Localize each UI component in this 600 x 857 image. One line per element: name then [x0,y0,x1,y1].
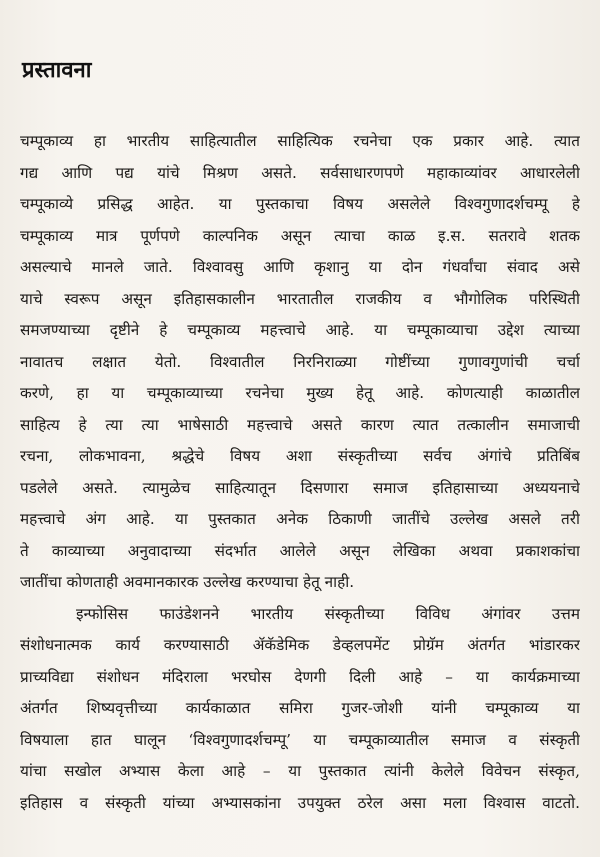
text-line: चम्पूकाव्य मात्र पूर्णपणे काल्पनिक असून त्याचा काळ इ.स. सतरावे शतक [20,226,580,245]
text-line: विषयाला हात घालून ‘विश्वगुणादर्शचम्पू’ या चम्पूकाव्यातील समाज व संस्कृती [20,730,580,749]
text-line: रचना, लोकभावना, श्रद्धेचे विषय अशा संस्कृतीच्या सर्वच अंगांचे प्रतिबिंब [20,447,580,465]
text-line: इन्फोसिस फाउंडेशनने भारतीय संस्कृतीच्या विविध अंगांवर उत्तम [76,604,580,623]
text-line: असल्याचे मानले जाते. विश्वावसु आणि कृशानु या दोन गंधर्वांचा संवाद असे [20,258,580,276]
text-line: नावातच लक्षात येतो. विश्वातील निरनिराळ्या गोष्टींच्या गुणावगुणांची चर्चा [20,352,580,371]
text-line: साहित्य हे त्या त्या भाषेसाठी महत्त्वाचे असते कारण त्यात तत्कालीन समाजाची [20,415,580,434]
body-text [20,126,580,819]
text-line: इतिहास व संस्कृती यांच्या अभ्यासकांना उपयुक्त ठरेल असा मला विश्वास वाटतो. [20,793,580,812]
paragraph-1 [20,126,580,599]
text-line: ते काव्याच्या अनुवादाच्या संदर्भात आलेले असून लेखिका अथवा प्रकाशकांचा [20,541,580,560]
text-line: यांचा सखोल अभ्यास केला आहे – या पुस्तकात त्यांनी केलेले विवेचन संस्कृत, [20,762,580,780]
paragraph-2 [20,599,580,820]
text-line: प्राच्यविद्या संशोधन मंदिराला भरघोस देणगी दिली आहे – या कार्यक्रमाच्या [20,667,580,686]
text-line: याचे स्वरूप असून इतिहासकालीन भारतातील राजकीय व भौगोलिक परिस्थिती [20,289,580,308]
text-line: चम्पूकाव्य हा भारतीय साहित्यातील साहित्यिक रचनेचा एक प्रकार आहे. त्यात [20,132,580,150]
text-line: समजण्याच्या दृष्टीने हे चम्पूकाव्य महत्त्वाचे आहे. या चम्पूकाव्याचा उद्देश त्याच्या [20,321,580,339]
text-line: जातींचा कोणताही अवमानकारक उल्लेख करण्याचा हेतू नाही. [20,573,355,591]
text-line: संशोधनात्मक कार्य करण्यासाठी ॲकॅडेमिक डेव्हलपमेंट प्रोग्रॅम अंतर्गत भांडारकर [20,636,580,654]
text-line: पडलेले असते. त्यामुळेच साहित्यातून दिसणारा समाज इतिहासाच्या अध्ययनाचे [20,478,580,497]
text-line: करणे, हा या चम्पूकाव्याच्या रचनेचा मुख्य हेतू आहे. कोणत्याही काळातील [20,384,580,402]
text-line: चम्पूकाव्ये प्रसिद्ध आहेत. या पुस्तकाचा विषय असलेले विश्वगुणादर्शचम्पू हे [20,195,580,213]
text-line: अंतर्गत शिष्यवृत्तीच्या कार्यकाळात समिरा गुजर-जोशी यांनी चम्पूकाव्य या [20,699,580,717]
text-line: गद्य आणि पद्य यांचे मिश्रण असते. सर्वसाधारणपणे महाकाव्यांवर आधारलेली [20,163,580,182]
text-line: महत्त्वाचे अंग आहे. या पुस्तकात अनेक ठिकाणी जातींचे उल्लेख असले तरी [20,510,580,528]
page-heading: प्रस्तावना [22,58,92,83]
